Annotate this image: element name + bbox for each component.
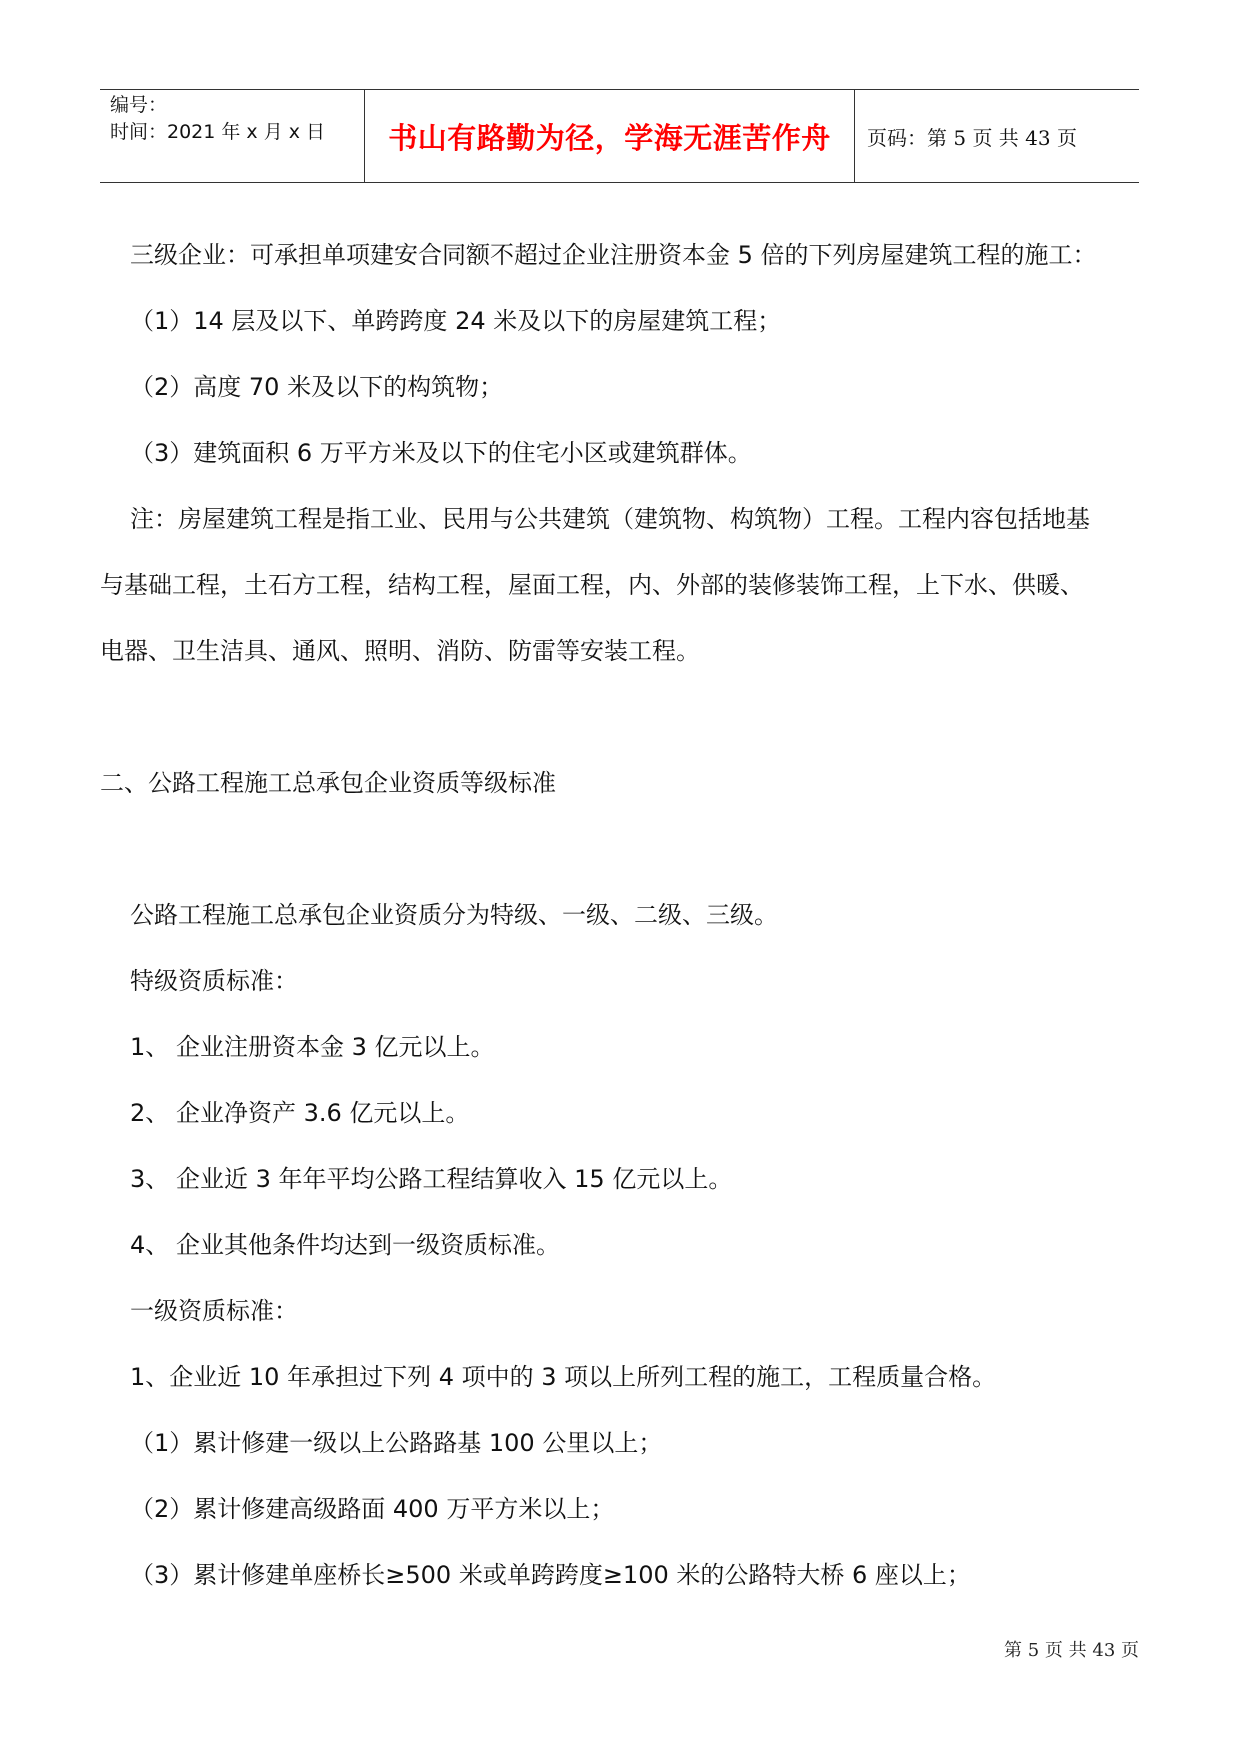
list-item-sub3: （3）建筑面积 6 万平方米及以下的住宅小区或建筑群体。 [130,439,752,467]
level1-sub-1: （1）累计修建一级以上公路路基 100 公里以上； [130,1429,663,1457]
list-text: 企业净资产 3.6 亿元以上。 [176,1099,470,1127]
header-page-info: 页码：第 5 页 共 43 页 [867,125,1077,150]
date-label: 时间：2021 年 x 月 x 日 [110,121,326,143]
paragraph-grade-intro: 公路工程施工总承包企业资质分为特级、一级、二级、三级。 [130,901,778,929]
level1-sub-3: （3）累计修建单座桥长≥500 米或单跨跨度≥100 米的公路特大桥 6 座以上； [130,1561,971,1589]
header-motto-cell [365,90,855,182]
spacer [100,684,1145,750]
list-item-sub2: （2）高度 70 米及以下的构筑物； [130,373,504,401]
list-item-sub1: （1）14 层及以下、单跨跨度 24 米及以下的房屋建筑工程； [130,307,782,335]
special-item-1 [100,1014,1145,1080]
special-item-4 [100,1212,1145,1278]
header-meta-cell [100,90,365,182]
page-footer: 第 5 页 共 43 页 [1004,1640,1139,1661]
serial-number-label: 编号： [110,94,168,116]
special-item-3 [100,1146,1145,1212]
note-line-3: 电器、卫生洁具、通风、照明、消防、防雷等安装工程。 [100,637,700,665]
special-grade-title: 特级资质标准： [130,967,298,995]
paragraph-level3-enterprise: 三级企业：可承担单项建安合同额不超过企业注册资本金 5 倍的下列房屋建筑工程的施工： [130,241,1097,269]
document-body [100,222,1145,1608]
list-text: 企业其他条件均达到一级资质标准。 [176,1231,560,1259]
note-line-1: 注：房屋建筑工程是指工业、民用与公共建筑（建筑物、构筑物）工程。工程内容包括地基 [130,505,1090,533]
list-number: 3、 [130,1165,170,1193]
list-number: 1、 [130,1033,170,1061]
special-item-2 [100,1080,1145,1146]
level1-item-1: 1、企业近 10 年承担过下列 4 项中的 3 项以上所列工程的施工，工程质量合格。 [130,1363,997,1391]
section-title: 二、公路工程施工总承包企业资质等级标准 [100,769,556,797]
document-header [100,89,1139,183]
level1-title: 一级资质标准： [130,1297,298,1325]
list-number: 2、 [130,1099,170,1127]
list-text: 企业注册资本金 3 亿元以上。 [176,1033,495,1061]
list-text: 企业近 3 年年平均公路工程结算收入 15 亿元以上。 [176,1165,733,1193]
list-number: 4、 [130,1231,170,1259]
header-page-cell [855,90,1139,182]
level1-sub-2: （2）累计修建高级路面 400 万平方米以上； [130,1495,615,1523]
note-line-2: 与基础工程，土石方工程，结构工程，屋面工程，内、外部的装修装饰工程，上下水、供暖、 [100,571,1084,599]
spacer [100,816,1145,882]
motto-text: 书山有路勤为径，学海无涯苦作舟 [388,120,831,155]
